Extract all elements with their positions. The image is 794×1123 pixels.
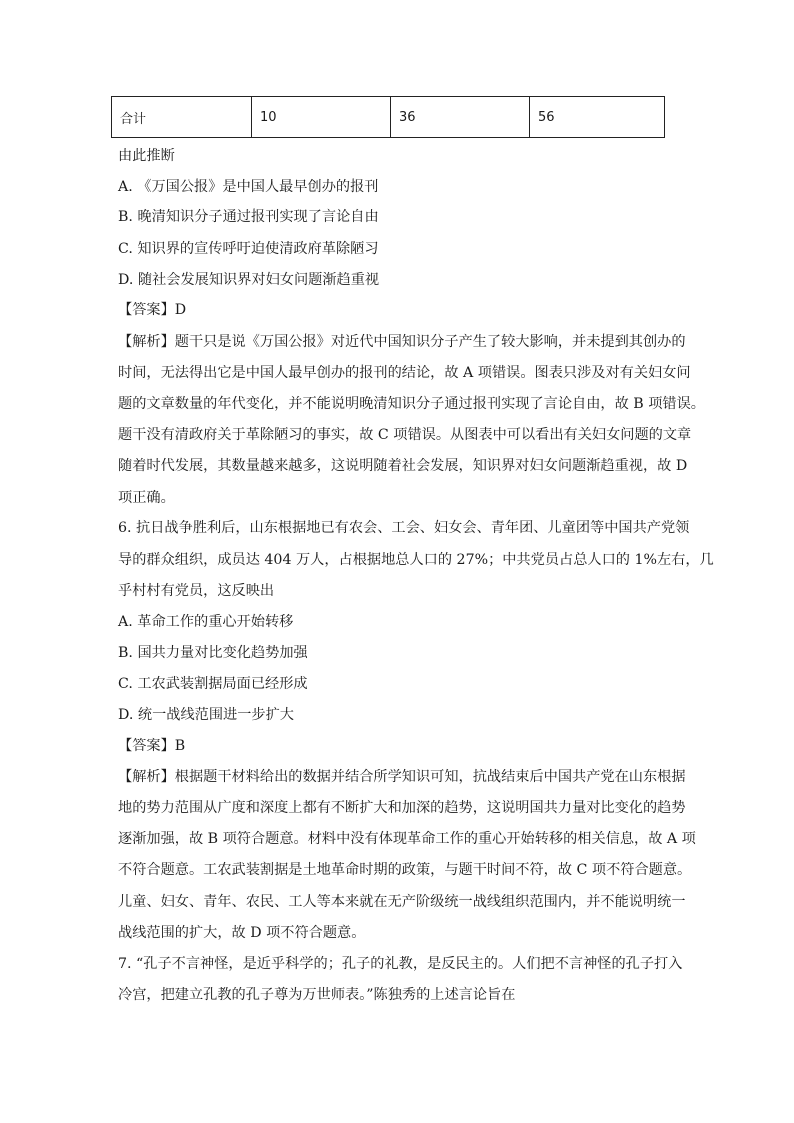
q6-option-c: C. 工农武装割据局面已经形成 — [118, 676, 308, 692]
q5-analysis-line: 题的文章数量的年代变化，并不能说明晚清知识分子通过报刊实现了言论自由，故 B 项错误。 — [118, 396, 705, 412]
q5-stem-tail: 由此推断 — [118, 148, 175, 164]
q5-option-b: B. 晚清知识分子通过报刊实现了言论自由 — [118, 209, 379, 225]
q5-option-d: D. 随社会发展知识界对妇女问题渐趋重视 — [118, 272, 380, 288]
q7-stem-line: 7. “孔子不言神怪，是近乎科学的；孔子的礼教，是反民主的。人们把不言神怪的孔子打入 — [118, 956, 683, 972]
q5-option-c: C. 知识界的宣传呼吁迫使清政府革除陋习 — [118, 241, 379, 257]
q5-analysis-line: 项正确。 — [118, 490, 175, 506]
q6-analysis-line: 【解析】根据题干材料给出的数据并结合所学知识可知，抗战结束后中国共产党在山东根据 — [118, 769, 686, 785]
q6-analysis-line: 战线范围的扩大，故 D 项不符合题意。 — [118, 925, 366, 941]
q6-analysis-line: 儿童、妇女、青年、农民、工人等本来就在无产阶级统一战线组织范围内，并不能说明统一 — [118, 894, 686, 910]
q5-analysis-line: 时间，无法得出它是中国人最早创办的报刊的结论，故 A 项错误。图表只涉及对有关妇女问 — [118, 365, 691, 381]
q6-option-b: B. 国共力量对比变化趋势加强 — [118, 645, 308, 661]
stats-table — [111, 96, 665, 138]
q6-stem-line: 乎村村有党员，这反映出 — [118, 583, 275, 599]
q6-stem-line: 导的群众组织，成员达 404 万人，占根据地总人口的 27%；中共党员占总人口的 1%左右，几 — [118, 552, 714, 568]
q6-analysis-line: 不符合题意。工农武装割据是土地革命时期的政策，与题干时间不符，故 C 项不符合题意。 — [118, 862, 692, 878]
table-row-label: 合计 — [112, 97, 252, 138]
q6-option-a: A. 革命工作的重心开始转移 — [118, 614, 294, 630]
q6-analysis-line: 逐渐加强，故 B 项符合题意。材料中没有体现革命工作的重心开始转移的相关信息，故 A 项 — [118, 831, 696, 847]
q5-analysis-line: 随着时代发展，其数量越来越多，这说明随着社会发展，知识界对妇女问题渐趋重视，故 D — [118, 458, 688, 474]
q5-analysis-line: 【解析】题干只是说《万国公报》对近代中国知识分子产生了较大影响，并未提到其创办的 — [118, 334, 686, 350]
q6-stem-line: 6. 抗日战争胜利后，山东根据地已有农会、工会、妇女会、青年团、儿童团等中国共产党领 — [118, 520, 690, 536]
q7-stem-line: 冷宫，把建立孔教的孔子尊为万世师表。”陈独秀的上述言论旨在 — [118, 987, 516, 1003]
q6-answer: 【答案】B — [118, 738, 186, 754]
q6-option-d: D. 统一战线范围进一步扩大 — [118, 707, 294, 723]
table-row — [112, 97, 665, 138]
table-cell: 10 — [252, 97, 391, 138]
q5-answer: 【答案】D — [118, 302, 187, 318]
q5-option-a: A. 《万国公报》是中国人最早创办的报刊 — [118, 179, 379, 195]
stats-table-wrapper — [111, 96, 665, 138]
q6-analysis-line: 地的势力范围从广度和深度上都有不断扩大和加深的趋势，这说明国共力量对比变化的趋势 — [118, 800, 686, 816]
table-cell: 56 — [530, 97, 665, 138]
q5-analysis-line: 题干没有清政府关于革除陋习的事实，故 C 项错误。从图表中可以看出有关妇女问题的文章 — [118, 427, 692, 443]
table-cell: 36 — [391, 97, 530, 138]
